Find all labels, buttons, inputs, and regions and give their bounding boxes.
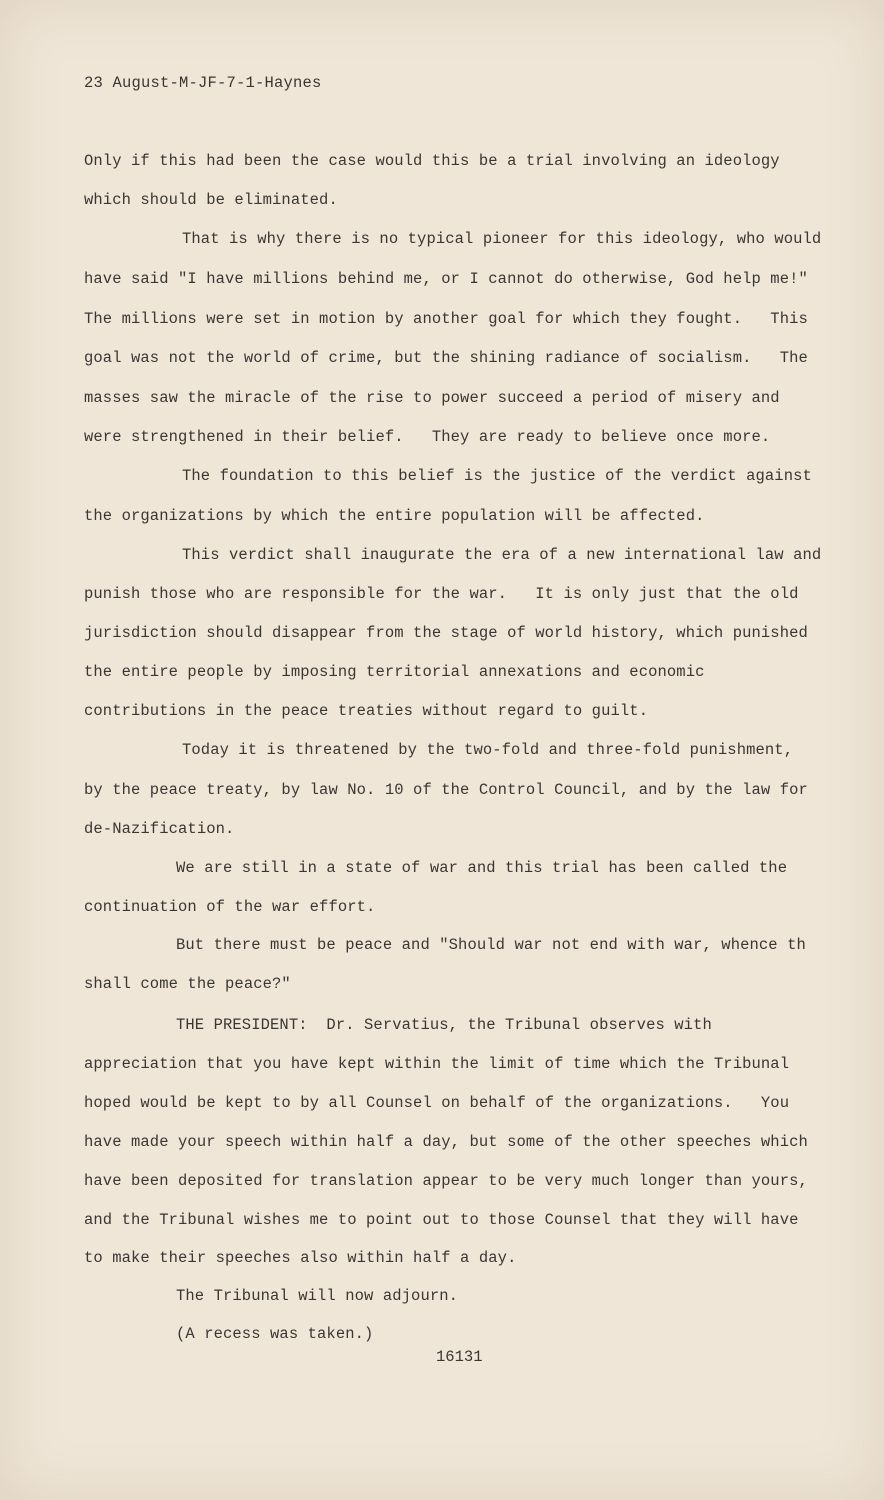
body-line: THE PRESIDENT: Dr. Servatius, the Tribunal observes with (176, 1016, 712, 1034)
body-line: The foundation to this belief is the justice of the verdict against (182, 467, 812, 485)
body-line: hoped would be kept to by all Counsel on behalf of the organizations. You (84, 1094, 790, 1112)
body-line: shall come the peace?" (84, 975, 291, 993)
body-line: the organizations by which the entire population will be affected. (84, 507, 705, 525)
body-line: have made your speech within half a day, but some of the other speeches which (84, 1133, 808, 1151)
body-line: jurisdiction should disappear from the stage of world history, which punished (84, 624, 808, 642)
body-line: This verdict shall inaugurate the era of a new international law and (182, 546, 822, 564)
body-line: were strengthened in their belief. They are ready to believe once more. (84, 428, 771, 446)
body-line: The millions were set in motion by another goal for which they fought. This (84, 310, 808, 328)
body-line: We are still in a state of war and this trial has been called the (176, 859, 788, 877)
body-line: The Tribunal will now adjourn. (176, 1287, 459, 1305)
body-line: to make their speeches also within half a day. (84, 1249, 517, 1267)
body-line: punish those who are responsible for the war. It is only just that the old (84, 585, 799, 603)
body-line: (A recess was taken.) (176, 1325, 374, 1343)
body-line: by the peace treaty, by law No. 10 of the Control Council, and by the law for (84, 781, 808, 799)
body-line: contributions in the peace treaties without regard to guilt. (84, 702, 649, 720)
body-line: continuation of the war effort. (84, 898, 376, 916)
body-line: and the Tribunal wishes me to point out to those Counsel that they will have (84, 1211, 799, 1229)
body-line: masses saw the miracle of the rise to power succeed a period of misery and (84, 389, 780, 407)
header-reference: 23 August-M-JF-7-1-Haynes (84, 74, 322, 92)
body-line: But there must be peace and "Should war not end with war, whence th (176, 936, 806, 954)
body-line: have been deposited for translation appear to be very much longer than yours, (84, 1172, 808, 1190)
body-line: which should be eliminated. (84, 191, 338, 209)
page-number: 16131 (436, 1348, 483, 1366)
body-line: That is why there is no typical pioneer for this ideology, who would (182, 230, 822, 248)
body-line: Only if this had been the case would this be a trial involving an ideology (84, 152, 780, 170)
body-line: Today it is threatened by the two-fold and three-fold punishment, (182, 741, 794, 759)
body-line: have said "I have millions behind me, or I cannot do otherwise, God help me!" (84, 270, 808, 288)
body-line: the entire people by imposing territorial annexations and economic (84, 663, 705, 681)
body-line: de-Nazification. (84, 820, 235, 838)
body-line: goal was not the world of crime, but the shining radiance of socialism. The (84, 349, 808, 367)
body-line: appreciation that you have kept within the limit of time which the Tribunal (84, 1055, 790, 1073)
